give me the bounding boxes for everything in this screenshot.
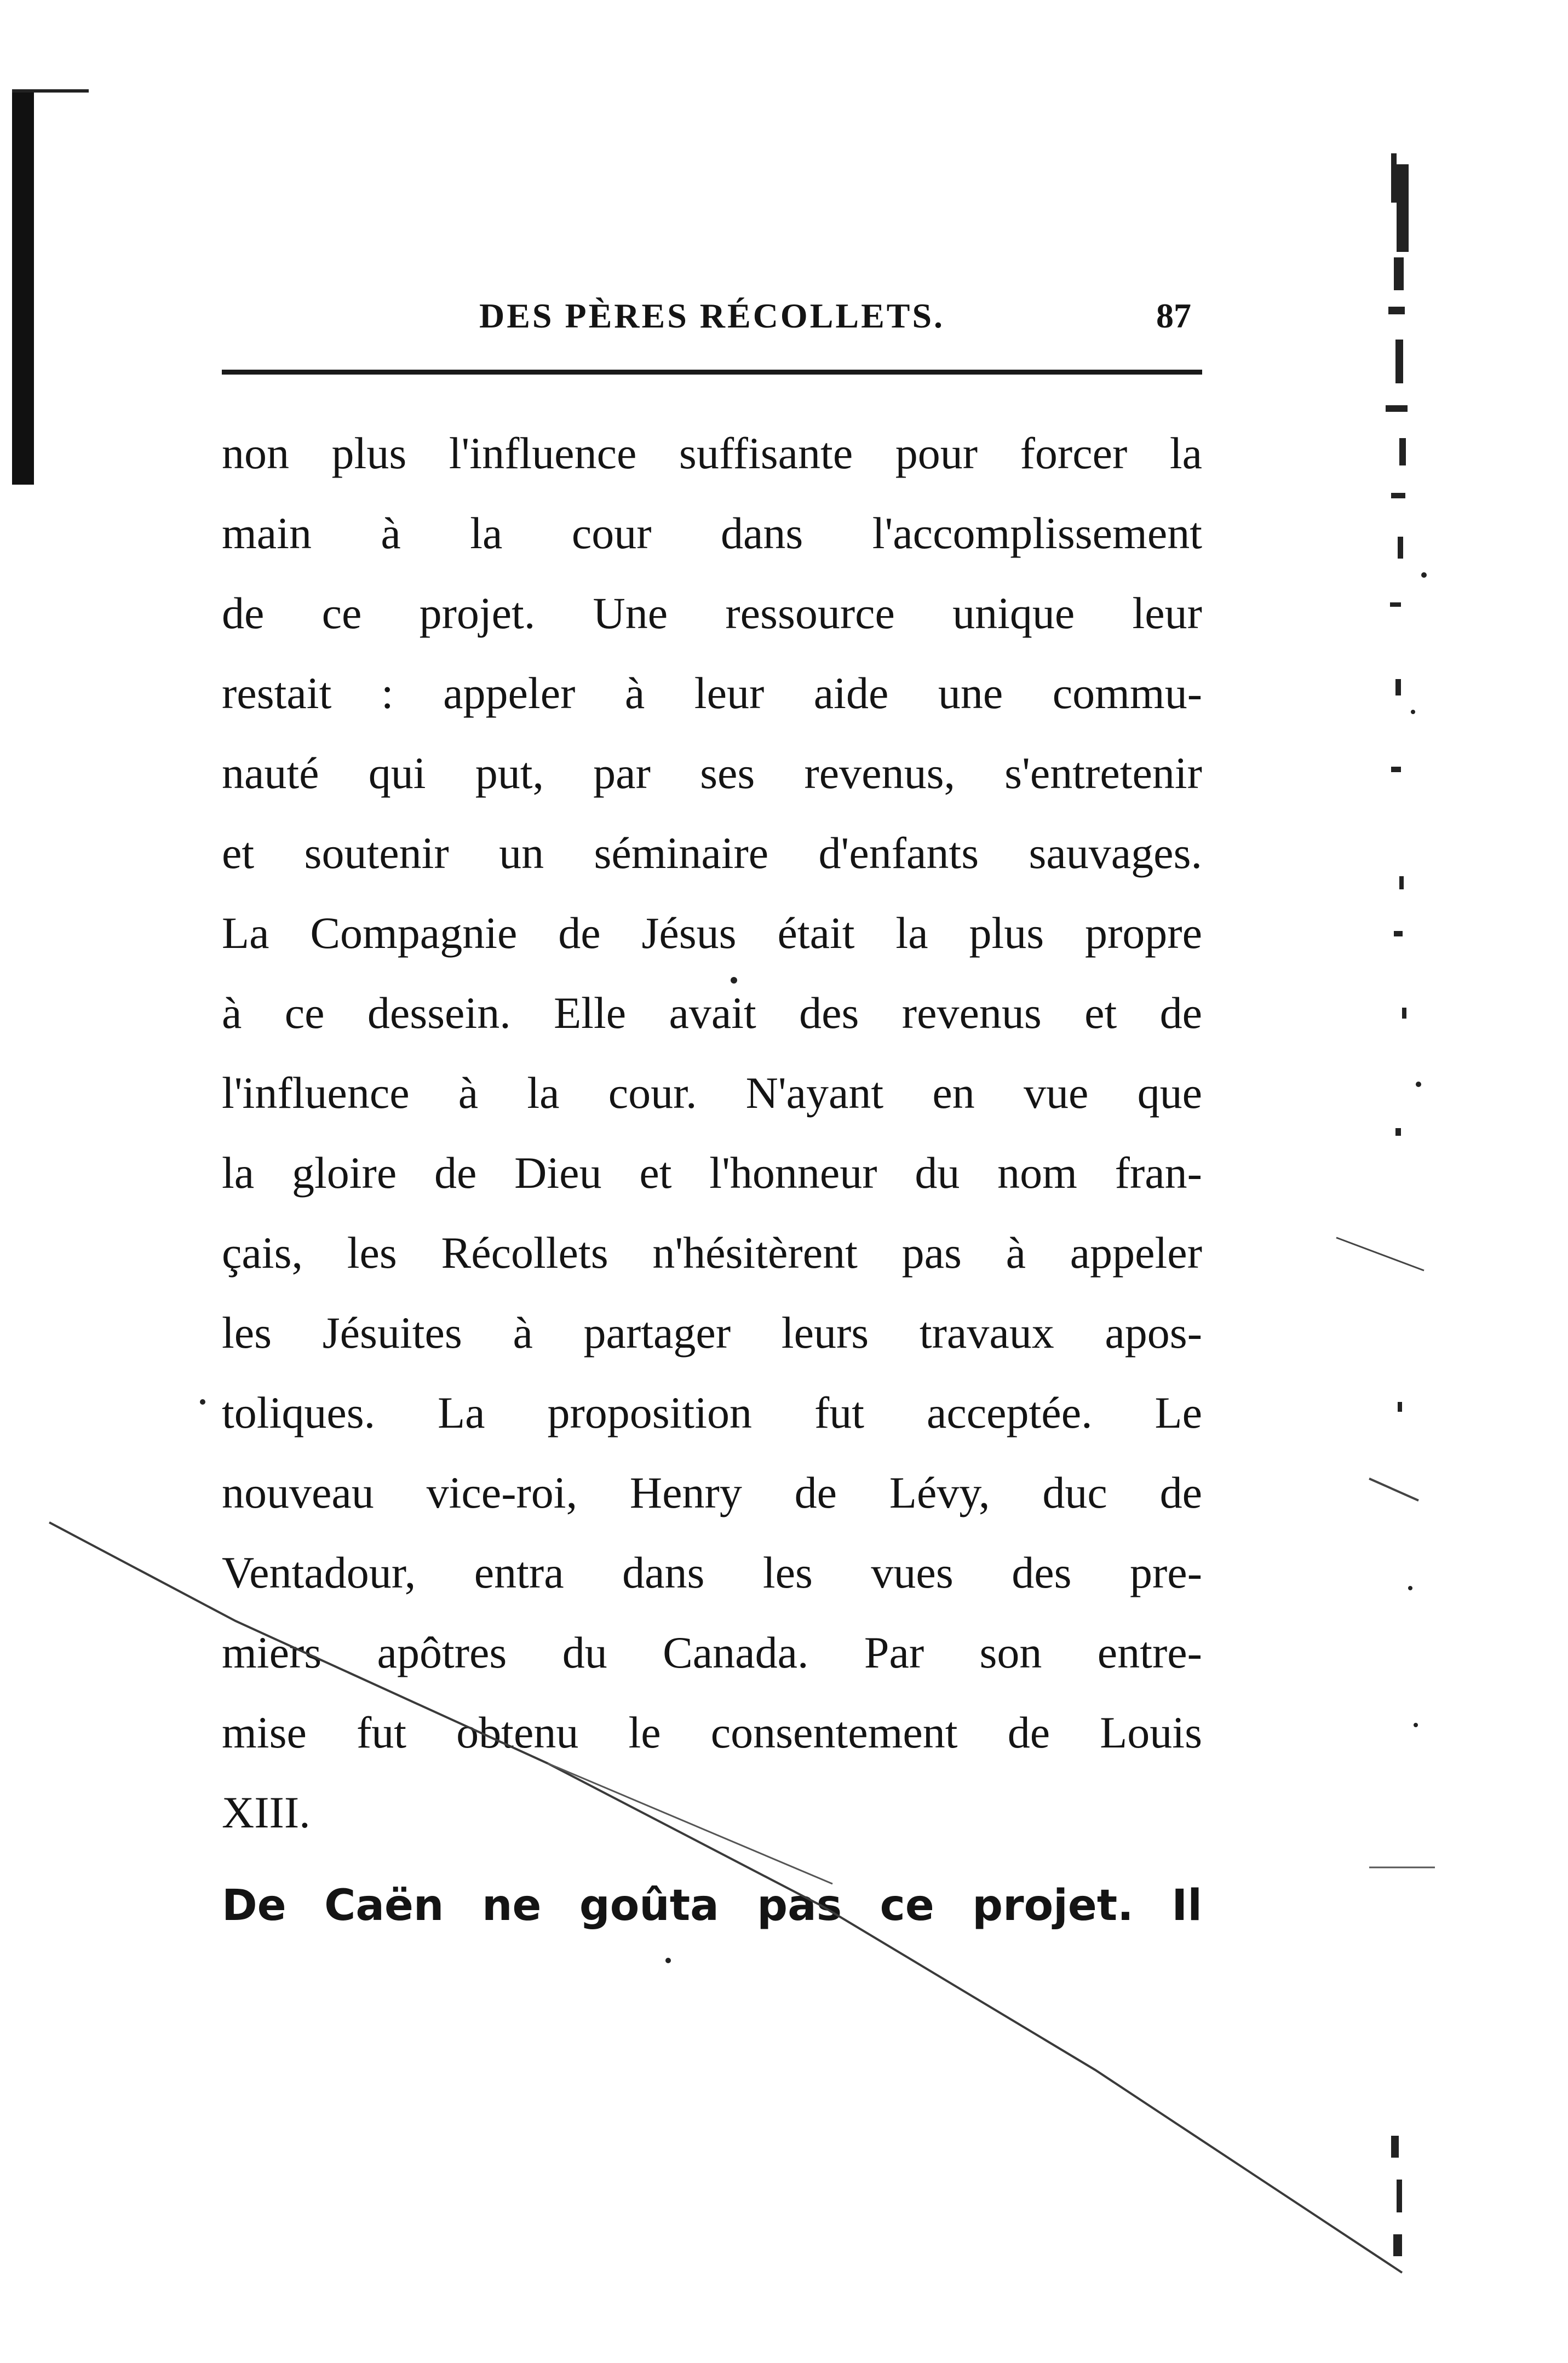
text-line: main à la cour dans l'accomplissement [222, 508, 1202, 558]
body-text [222, 413, 1202, 1946]
text-line: Ventadour, entra dans les vues des pre- [222, 1548, 1202, 1597]
page-number: 87 [1156, 296, 1191, 335]
new-paragraph-line: De Caën ne goûta pas ce projet. Il [222, 1881, 1202, 1930]
scan-edge-top [12, 89, 89, 93]
paragraph-spacer [222, 1853, 1202, 1866]
scan-edge-bar [12, 90, 34, 485]
running-title: DES PÈRES RÉCOLLETS. [479, 296, 945, 335]
text-line: et soutenir un séminaire d'enfants sauvages. [222, 828, 1202, 878]
text-line: à ce dessein. Elle avait des revenus et de [222, 988, 1202, 1038]
text-line: nouveau vice-roi, Henry de Lévy, duc de [222, 1468, 1202, 1517]
text-line: toliques. La proposition fut acceptée. Le [222, 1388, 1202, 1438]
header-rule [222, 370, 1202, 375]
text-line: de ce projet. Une ressource unique leur [222, 588, 1202, 638]
running-head [222, 285, 1202, 350]
text-line: çais, les Récollets n'hésitèrent pas à appeler [222, 1228, 1202, 1278]
text-line: l'influence à la cour. N'ayant en vue que [222, 1068, 1202, 1118]
text-line: La Compagnie de Jésus était la plus propre [222, 908, 1202, 958]
stray-mark [1336, 1238, 1424, 1270]
text-line: nauté qui put, par ses revenus, s'entretenir [222, 748, 1202, 798]
text-line: mise fut obtenu le consentement de Louis [222, 1707, 1202, 1757]
text-line: la gloire de Dieu et l'honneur du nom fran- [222, 1148, 1202, 1198]
text-line: miers apôtres du Canada. Par son entre- [222, 1628, 1202, 1677]
text-line: XIII. [222, 1787, 311, 1837]
text-line: les Jésuites à partager leurs travaux apos- [222, 1308, 1202, 1358]
text-line: non plus l'influence suffisante pour forcer la [222, 428, 1202, 478]
text-line: restait : appeler à leur aide une commu- [222, 668, 1202, 718]
stray-mark [1369, 1479, 1418, 1500]
